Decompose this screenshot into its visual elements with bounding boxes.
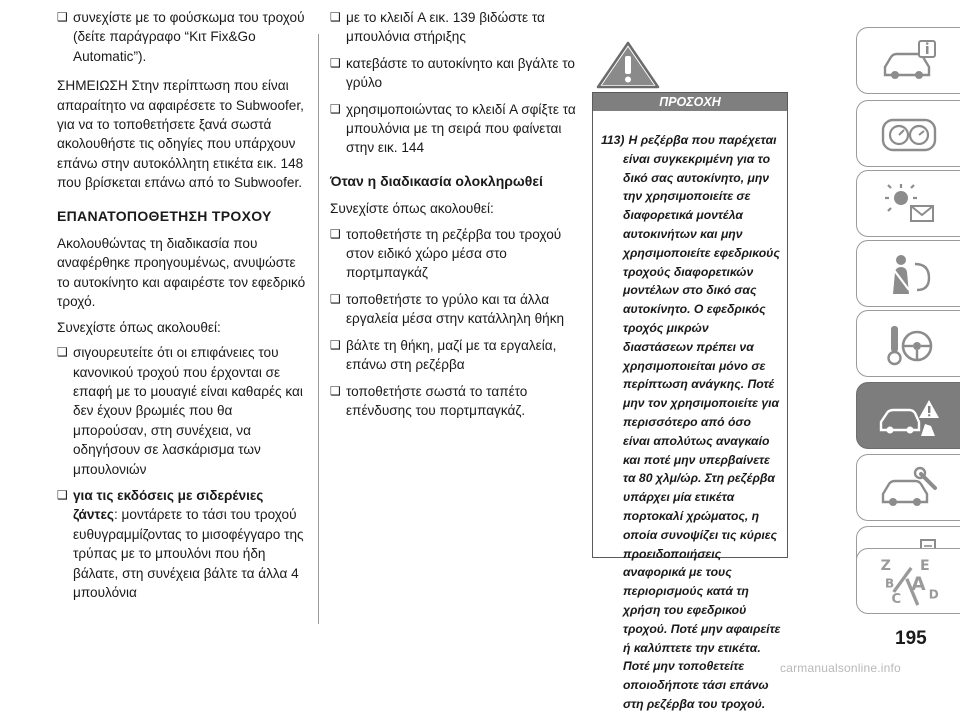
tab-lights[interactable] — [856, 170, 960, 237]
warning-body — [601, 131, 781, 714]
list-item-text: τοποθετήστε τη ρεζέρβα του τροχού στον ειδικό χώρο μέσα στο πορτμπαγκάζ — [346, 226, 562, 281]
note-paragraph: ΣΗΜΕΙΩΣΗ Στην περίπτωση που είναι απαραίτητο να αφαιρέσετε το Subwoofer, για να το τοποθετήσετε ξανά σωστά ακολουθήστε τις οδηγίες που υπάρχουν επάνω στην αυτοκόλλητη ετικέτα εικ. 148 που βρίσκεται επάνω από το Subwoofer. — [57, 78, 304, 191]
tab-maintenance[interactable] — [856, 454, 960, 521]
index-letter: B — [884, 576, 894, 591]
list-item — [330, 290, 578, 329]
list-item-text: τοποθετήστε το γρύλο και τα άλλα εργαλεία μέσα στην κατάλληλη θήκη — [346, 291, 565, 327]
warning-box — [592, 92, 788, 711]
list-item — [330, 54, 578, 93]
section-heading: ΕΠΑΝΑΤΟΠΟΘΕΤΗΣΗ ΤΡΟΧΟΥ — [57, 207, 272, 224]
column-divider — [318, 34, 319, 624]
page-number: 195 — [895, 628, 927, 649]
index-letter: Z — [880, 558, 891, 575]
lights-mail-icon — [877, 180, 941, 228]
list-item — [330, 336, 578, 375]
list-item — [57, 343, 307, 479]
list-item — [330, 100, 578, 158]
continue-paragraph: Συνεχίστε όπως ακολουθεί: — [330, 201, 494, 217]
maintenance-wrench-icon — [877, 464, 941, 512]
tab-dashboard[interactable] — [856, 100, 960, 167]
tab-index[interactable] — [856, 548, 960, 614]
section-heading: Όταν η διαδικασία ολοκληρωθεί — [330, 172, 543, 189]
list-item — [330, 382, 578, 421]
continue-paragraph: Συνεχίστε όπως ακολουθεί: — [57, 319, 221, 335]
list-item-text: κατεβάστε το αυτοκίνητο και βγάλτε το γρύλο — [346, 55, 575, 91]
list-item-bold-text: για τις εκδόσεις με σιδερένιες ζάντες — [73, 487, 264, 523]
list-item-text: : μοντάρετε το τάσι του τροχού ευθυγραμμίζοντας το μισοφέγγαρο της τρύπας με το μπουλόνι που ήδη βάλατε, στη συνέχεια βάλτε τα άλλα 4 μπουλόνια — [73, 507, 304, 600]
alphabetical-index-icon — [874, 554, 944, 608]
list-item — [57, 8, 307, 66]
dashboard-gauge-icon — [877, 110, 941, 158]
steering-wheel-key-icon — [877, 320, 941, 368]
list-item — [330, 225, 578, 283]
warning-header: ΠΡΟΣΟΧΗ — [593, 93, 787, 111]
warning-message: Η ρεζέρβα που παρέχεται είναι συγκεκριμένη για το δικό σας αυτοκίνητο, μην την χρησιμοποιείτε σε διαφορετικά μοντέλα αυτοκινήτων και μην χρησιμοποιείτε εφεδρικούς τροχούς διαφορετικών μοντέλων στο δικό σας αυτοκίνητο. Ο εφεδρικός τροχός μικρών διαστάσεων πρέπει να χρησιμοποιείται μόνο σε περίπτωση ανάγκης. Ποτέ μην τον χρησιμοποιείτε για περισσότερο από όσο είναι απολύτως αναγκαίο και ποτέ μην υπερβαίνετε τα 80 χλμ/ώρ. Στη ρεζέρβα υπάρχει μία ετικέτα πορτοκαλί χρώματος, η οποία συνοψίζει τις κύριες προειδοποιήσεις αναφορικά με τους περιορισμούς κατά τη χρήση του εφεδρικού τροχού. Ποτέ μην αφαιρείτε ή καλύπτετε την ετικέτα. Ποτέ μην τοποθετείτε οποιοδήποτε τάσι επάνω στη ρεζέρβα του τροχού. — [623, 133, 781, 711]
list-item-text: σιγουρευτείτε ότι οι επιφάνειες του κανονικού τροχού που έρχονται σε επαφή με το μουαγιέ είναι καθαρές και δεν έχουν βρωμιές που θα μπορούσαν, στη συνέχεια, να οδηγήσουν σε λασκάρισμα των μπουλονιών — [73, 345, 303, 477]
list-item-text: χρησιμοποιώντας το κλειδί A σφίξτε τα μπουλόνια με τη σειρά που φαίνεται στην εικ. 144 — [346, 101, 576, 156]
car-info-icon — [877, 37, 941, 85]
warning-triangle-icon — [592, 40, 664, 90]
list-item-text: συνεχίστε με το φούσκωμα του τροχού (δείτε παράγραφο “Κιτ Fix&Go Automatic”). — [73, 10, 305, 64]
tab-safety[interactable] — [856, 240, 960, 307]
tab-starting-driving[interactable] — [856, 310, 960, 377]
seatbelt-airbag-icon — [877, 250, 941, 298]
warning-text — [593, 111, 787, 714]
list-item — [330, 8, 578, 47]
list-item — [57, 486, 307, 602]
tab-car-info[interactable] — [856, 27, 960, 94]
roadside-emergency-icon — [877, 392, 941, 440]
list-item-text: βάλτε τη θήκη, μαζί με τα εργαλεία, επάνω στη ρεζέρβα — [346, 337, 557, 373]
list-item-text: τοποθετήστε σωστά το ταπέτο επένδυσης του πορτμπαγκάζ. — [346, 383, 528, 418]
intro-paragraph: Ακολουθώντας τη διαδικασία που αναφέρθηκε προηγουμένως, ανυψώστε το αυτοκίνητο και αφαιρέστε τον εφεδρικό τροχό. — [57, 236, 306, 310]
list-item-text: με το κλειδί A εικ. 139 βιδώστε τα μπουλόνια στήριξης — [346, 10, 545, 45]
index-letter: A — [910, 573, 926, 595]
left-column — [57, 8, 307, 609]
index-letter: D — [928, 587, 939, 602]
index-letter: E — [919, 558, 930, 575]
tab-emergency[interactable] — [856, 382, 960, 449]
middle-column — [330, 8, 578, 427]
warning-number: 113) — [601, 133, 625, 147]
watermark: carmanualsonline.info — [780, 661, 901, 675]
index-letter: C — [891, 591, 901, 607]
